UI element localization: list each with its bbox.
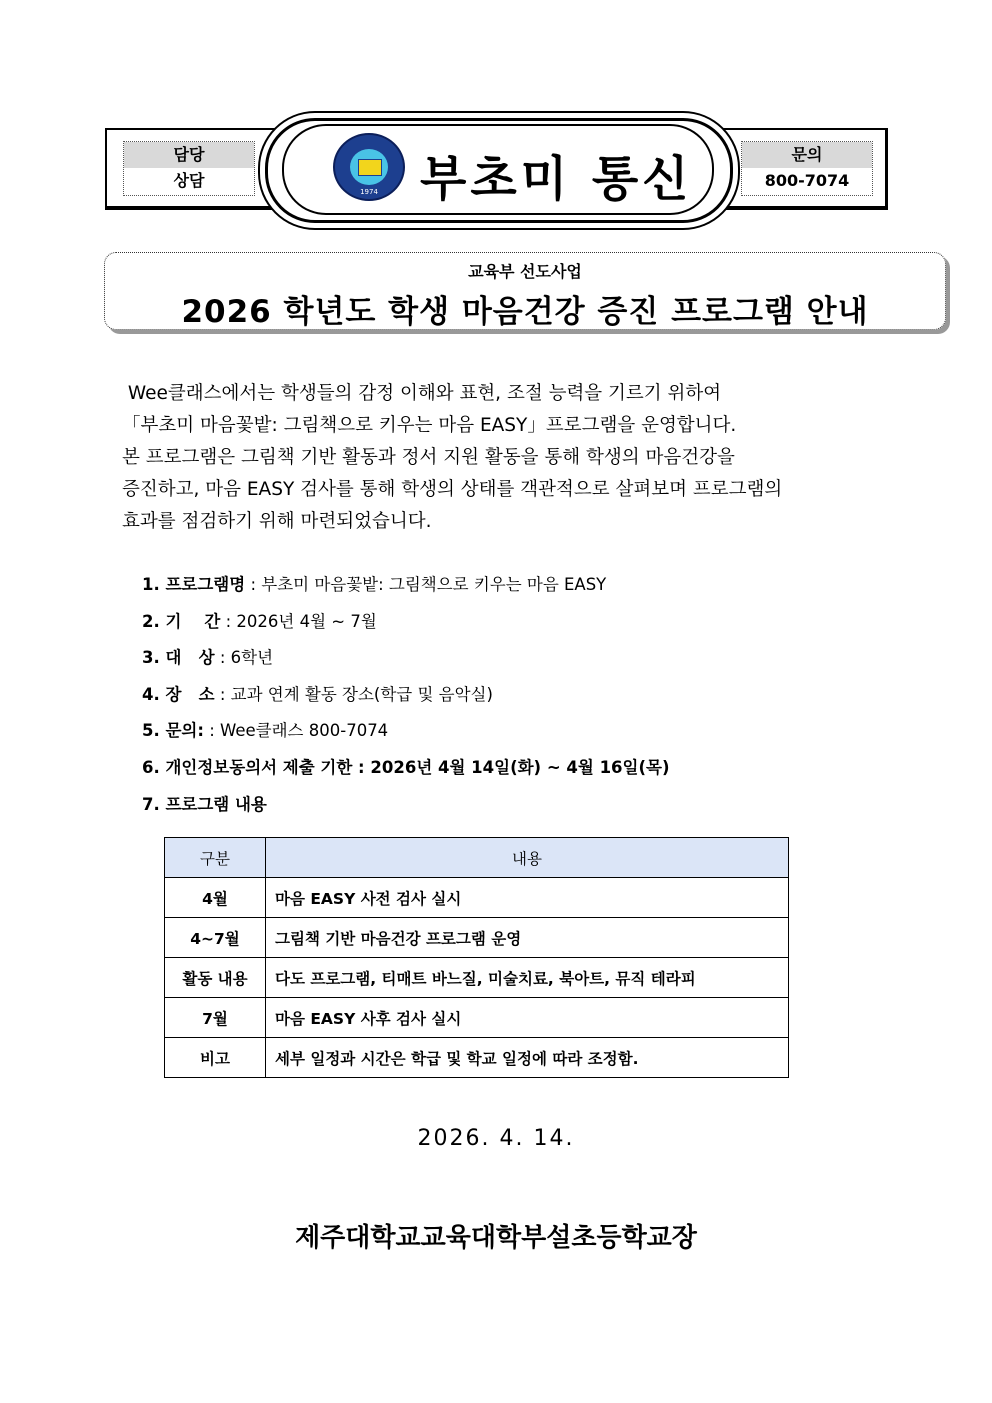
list-item <box>142 792 670 829</box>
table-row <box>165 1038 789 1078</box>
table-header-row <box>165 838 789 878</box>
cell-category: 4월 <box>165 878 266 918</box>
item-label: 2. 기 간 <box>142 611 221 631</box>
intro-line: 증진하고, 마음 EASY 검사를 통해 학생의 상태를 객관적으로 살펴보며 프로그램의 <box>122 479 783 500</box>
item-label: 5. 문의: <box>142 721 204 741</box>
cell-category: 7월 <box>165 998 266 1038</box>
item-value: : 6학년 <box>214 648 274 668</box>
header-cell: 내용 <box>266 838 789 878</box>
main-title: 2026 학년도 학생 마음건강 증진 프로그램 안내 <box>181 294 869 330</box>
title-box <box>104 252 946 330</box>
list-item <box>142 718 670 755</box>
cell-content: 세부 일정과 시간은 학급 및 학교 일정에 따라 조정함. <box>266 1038 789 1078</box>
intro-line: 본 프로그램은 그림책 기반 활동과 정서 지원 활동을 통해 학생의 마음건강을 <box>122 447 735 468</box>
list-item <box>142 572 670 609</box>
program-table <box>164 837 789 1078</box>
info-list <box>142 572 670 828</box>
value: 상담 <box>173 171 205 190</box>
table-row <box>165 998 789 1038</box>
principal-signature: 제주대학교교육대학부설초등학교장 <box>295 1223 697 1253</box>
list-item <box>142 645 670 682</box>
item-label: 7. 프로그램 내용 <box>142 794 267 814</box>
cell-content: 마음 EASY 사전 검사 실시 <box>266 878 789 918</box>
cell-content: 다도 프로그램, 티매트 바느질, 미술치료, 북아트, 뮤직 테라피 <box>266 958 789 998</box>
intro-line: Wee클래스에서는 학생들의 감정 이해와 표현, 조절 능력을 기르기 위하여 <box>122 383 722 404</box>
intro-paragraph <box>122 378 874 538</box>
item-label: 1. 프로그램명 <box>142 575 246 594</box>
item-label: 3. 대 상 <box>142 648 215 668</box>
item-value: : 부초미 마음꽃밭: 그림책으로 키우는 마음 EASY <box>245 575 607 594</box>
phone: 800-7074 <box>764 171 850 190</box>
item-value: : Wee클래스 800-7074 <box>203 721 389 741</box>
label: 담당 <box>124 142 254 168</box>
cell-content: 마음 EASY 사후 검사 실시 <box>266 998 789 1038</box>
table-row <box>165 878 789 918</box>
issue-date: 2026. 4. 14. <box>417 1126 575 1151</box>
cell-content: 그림책 기반 마음건강 프로그램 운영 <box>266 918 789 958</box>
subtitle: 교육부 선도사업 <box>468 262 582 281</box>
list-item <box>142 609 670 646</box>
item-value: : 교과 연계 활동 장소(학급 및 음악실) <box>214 684 493 704</box>
school-logo-icon: 1974 <box>333 133 405 201</box>
table-row <box>165 918 789 958</box>
label: 문의 <box>742 142 872 168</box>
item-value: : 2026년 4월 ~ 7월 <box>220 611 377 631</box>
header-cell: 구분 <box>165 838 266 878</box>
cell-category: 4~7월 <box>165 918 266 958</box>
list-item <box>142 755 670 792</box>
list-item <box>142 682 670 719</box>
contact-person-box <box>123 141 255 196</box>
item-label: 6. 개인정보동의서 제출 기한 : 2026년 4월 14일(화) ~ 4월 16일(목) <box>142 757 670 777</box>
intro-line: 효과를 점검하기 위해 마련되었습니다. <box>122 511 432 532</box>
cell-category: 활동 내용 <box>165 958 266 998</box>
table-row <box>165 958 789 998</box>
intro-line: 「부초미 마음꽃밭: 그림책으로 키우는 마음 EASY」프로그램을 운영합니다. <box>122 415 737 436</box>
item-label: 4. 장 소 <box>142 684 215 704</box>
inquiry-box <box>741 141 873 196</box>
newsletter-title: 부초미 통신 <box>420 151 693 207</box>
cell-category: 비고 <box>165 1038 266 1078</box>
